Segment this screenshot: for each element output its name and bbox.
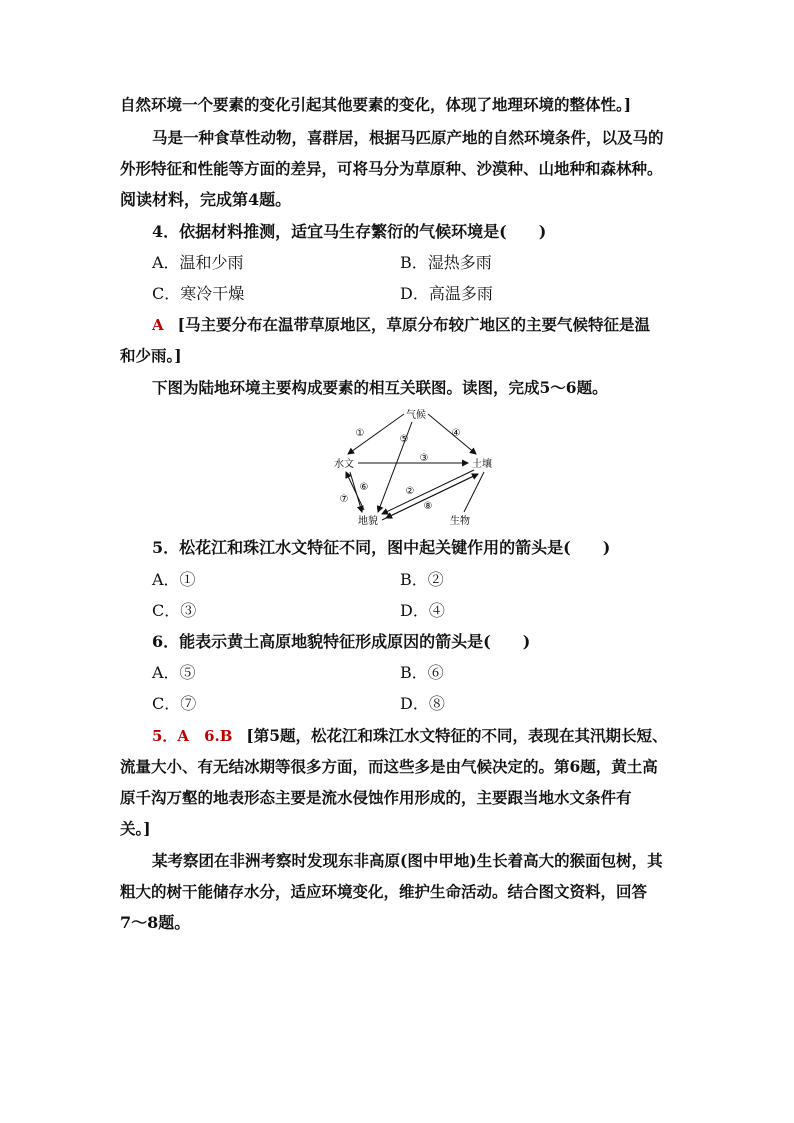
q4-explanation: [马主要分布在温带草原地区，草原分布较广地区的主要气候特征是温	[177, 315, 650, 334]
question-5-stem: 5．松花江和珠江水文特征不同，图中起关键作用的箭头是( )	[152, 538, 611, 557]
q56-answer-line	[152, 726, 668, 746]
question-4-stem: 4．依据材料推测，适宜马生存繁衍的气候环境是( )	[152, 222, 547, 241]
arrow-label-5: ⑤	[399, 434, 409, 445]
text-line: 某考察团在非洲考察时发现东非高原(图中甲地)生长着高大的猴面包树，其	[152, 851, 663, 870]
arrow-label-8: ⑧	[423, 501, 433, 512]
q56-explanation-cont: 流量大小、有无结冰期等很多方面，而这些多是由气候决定的。第6题，黄土高	[120, 757, 658, 776]
q6-option-b: B．⑥	[400, 663, 444, 682]
arrow-label-1: ①	[355, 428, 365, 439]
arrow-label-2: ②	[405, 486, 415, 497]
q4-option-b: B．湿热多雨	[400, 253, 492, 272]
arrow-label-4: ④	[451, 428, 461, 439]
q4-option-c: C．寒冷干燥	[152, 284, 245, 303]
q56-answer: 5．A 6.B	[152, 727, 233, 745]
text-line: 马是一种食草性动物，喜群居，根据马匹原产地的自然环境条件，以及马的	[152, 128, 664, 147]
arrow-label-6: ⑥	[359, 482, 369, 493]
text-line: 外形特征和性能等方面的差异，可将马分为草原种、沙漠种、山地种和森林种。	[120, 159, 663, 178]
node-hydrology: 水文	[334, 459, 354, 470]
q5-option-a: A．①	[152, 570, 196, 589]
soil-biology-link	[464, 472, 484, 512]
element-relation-diagram	[328, 402, 500, 528]
question-6-stem: 6．能表示黄土高原地貌特征形成原因的箭头是( )	[152, 632, 531, 651]
node-climate: 气候	[406, 410, 426, 421]
diagram-intro: 下图为陆地环境主要构成要素的相互关联图。读图，完成5～6题。	[152, 378, 608, 397]
q56-explanation: [第5题，松花江和珠江水文特征的不同，表现在其汛期长短、	[246, 726, 668, 745]
node-soil: 土壤	[472, 459, 492, 470]
text-line: 阅读材料，完成第4题。	[120, 190, 292, 209]
node-landform: 地貌	[358, 516, 378, 527]
q6-option-a: A．⑤	[152, 663, 196, 682]
q4-option-a: A．温和少雨	[152, 253, 244, 272]
q5-option-b: B．②	[400, 570, 444, 589]
arrow-label-7: ⑦	[339, 494, 349, 505]
text-line: 7～8题。	[120, 913, 191, 932]
q56-explanation-cont: 关。]	[120, 819, 151, 838]
q6-option-c: C．⑦	[152, 694, 197, 713]
q4-option-d: D．高温多雨	[400, 284, 493, 303]
q4-answer-line	[152, 315, 650, 335]
text-line: 自然环境一个要素的变化引起其他要素的变化，体现了地理环境的整体性。]	[120, 95, 632, 114]
text-line: 粗大的树干能储存水分，适应环境变化，维护生命活动。结合图文资料，回答	[120, 882, 648, 901]
q6-option-d: D．⑧	[400, 694, 445, 713]
q5-option-d: D．④	[400, 601, 445, 620]
node-biology: 生物	[450, 516, 470, 527]
arrow-label-3: ③	[419, 453, 429, 464]
arrow-8b	[382, 474, 478, 520]
q56-explanation-cont: 原千沟万壑的地表形态主要是流水侵蚀作用形成的，主要跟当地水文条件有	[120, 788, 632, 807]
q5-option-c: C．③	[152, 601, 197, 620]
q4-answer: A	[152, 316, 164, 334]
q4-explanation-cont: 和少雨。]	[120, 346, 182, 365]
